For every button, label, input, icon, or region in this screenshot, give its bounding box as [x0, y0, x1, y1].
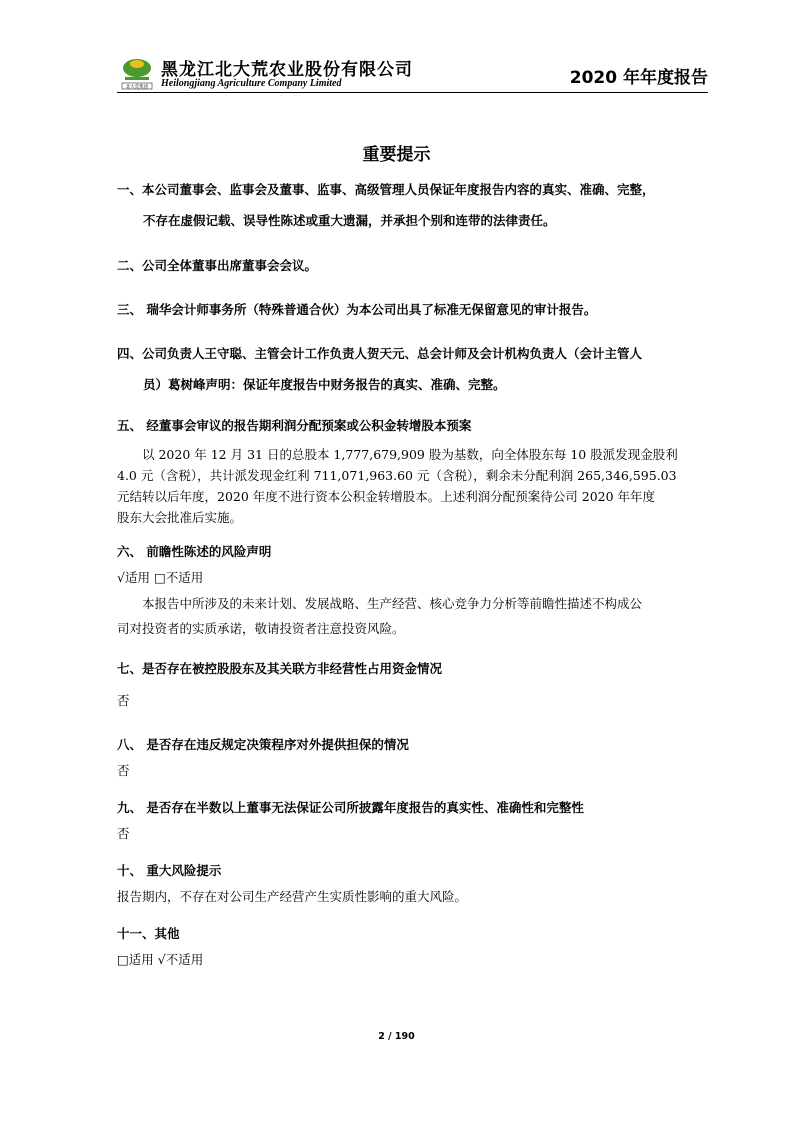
page-number: 2 / 190 — [378, 1031, 415, 1042]
section-1-line-2: 不存在虚假记载、误导性陈述或重大遗漏，并承担个别和连带的法律责任。 — [143, 213, 556, 228]
section-9-heading: 九、 是否存在半数以上董事无法保证公司所披露年度报告的真实性、准确性和完整性 — [117, 800, 584, 815]
section-7-heading: 七、是否存在被控股股东及其关联方非经营性占用资金情况 — [117, 661, 443, 676]
section-5-line-4: 股东大会批准后实施。 — [117, 510, 243, 525]
section-1-line-1: 一、本公司董事会、监事会及董事、监事、高级管理人员保证年度报告内容的真实、准确、完整， — [117, 182, 655, 197]
section-10-body: 报告期内，不存在对公司生产经营产生实质性影响的重大风险。 — [117, 889, 468, 904]
logo-caption: 北大荒集团 — [125, 85, 149, 90]
section-11-heading: 十一、其他 — [117, 926, 180, 941]
section-4-line-2: 员）葛树峰声明：保证年度报告中财务报告的真实、准确、完整。 — [143, 377, 506, 392]
section-5-body — [117, 444, 717, 528]
section-3-heading: 三、 瑞华会计师事务所（特殊普通合伙）为本公司出具了标准无保留意见的审计报告。 — [117, 302, 597, 317]
section-10-heading: 十、 重大风险提示 — [117, 863, 222, 878]
company-name-cn: 黑龙江北大荒农业股份有限公司 — [161, 60, 413, 80]
section-5-heading: 五、 经董事会审议的报告期利润分配预案或公积金转增股本预案 — [117, 418, 472, 433]
section-2-heading: 二、公司全体董事出席董事会会议。 — [117, 258, 318, 273]
header-divider — [117, 92, 708, 93]
section-6-heading: 六、 前瞻性陈述的风险声明 — [117, 544, 272, 559]
page-title: 重要提示 — [362, 145, 431, 165]
section-9-answer: 否 — [117, 826, 130, 841]
section-8-heading: 八、 是否存在违反规定决策程序对外提供担保的情况 — [117, 737, 409, 752]
company-logo-icon — [121, 56, 153, 90]
section-6-line-2: 司对投资者的实质承诺，敬请投资者注意投资风险。 — [117, 621, 405, 636]
section-6-line-1: 本报告中所涉及的未来计划、发展战略、生产经营、核心竞争力分析等前瞻性描述不构成公 — [142, 596, 643, 611]
section-4-line-1: 四、公司负责人王守聪、主管会计工作负责人贺天元、总会计师及会计机构负责人（会计主管人 — [117, 346, 643, 361]
section-11-option: □适用 √不适用 — [117, 952, 204, 967]
section-5-line-2: 4.0 元（含税），共计派发现金红利 711,071,963.60 元（含税），剩余未分配利润 265,346,595.03 — [117, 468, 677, 483]
section-5-line-1: 以 2020 年 12 月 31 日的总股本 1,777,679,909 股为基数，向全体股东每 10 股派发现金股利 — [142, 447, 678, 462]
section-6-body — [117, 593, 717, 639]
section-7-answer: 否 — [117, 693, 130, 708]
section-1-heading — [117, 174, 717, 236]
company-name-en: Heilongjiang Agriculture Company Limited — [161, 78, 342, 89]
section-5-line-3: 元结转以后年度，2020 年度不进行资本公积金转增股本。上述利润分配预案待公司 2020 年年度 — [117, 489, 656, 504]
section-6-option: √适用 □不适用 — [117, 570, 204, 585]
page-header — [117, 52, 708, 92]
section-8-answer: 否 — [117, 763, 130, 778]
section-4-heading — [117, 338, 717, 400]
report-title: 2020 年年度报告 — [569, 68, 708, 88]
